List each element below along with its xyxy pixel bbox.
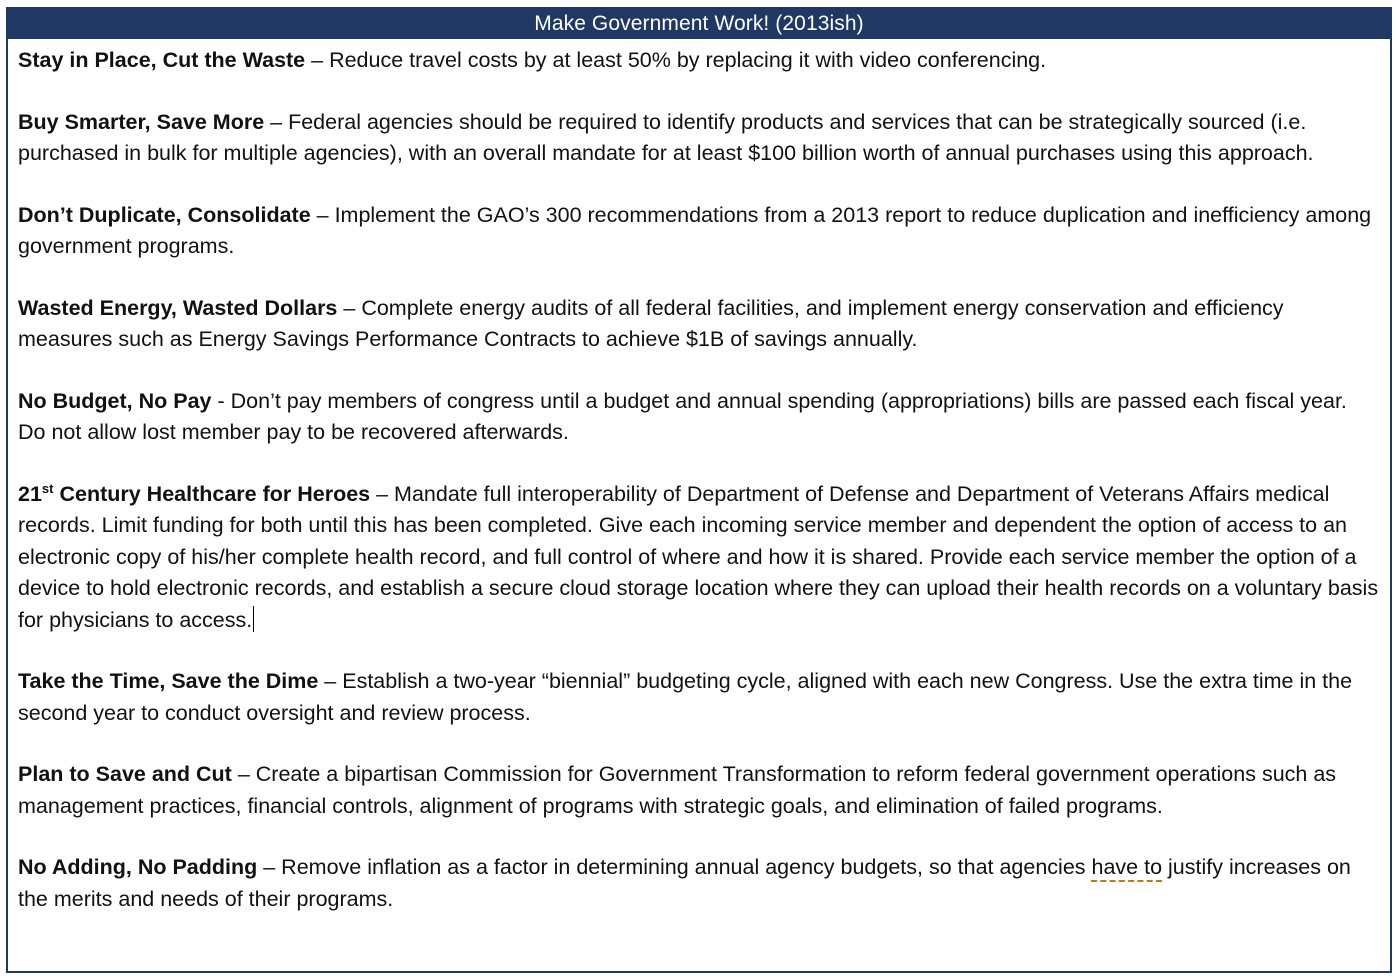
item-body-start: Remove inflation as a factor in determining annual agency budgets, so that agencies [281, 855, 1092, 879]
document-body[interactable] [8, 39, 1390, 915]
item-separator: – [370, 481, 395, 506]
item-body: Federal agencies should be required to identify products and services that can be strategically sourced (i.e. purchased in bulk for multiple agencies), with an overall mandate for at least $100 billion worth of annual purchases using this approach. [18, 109, 1314, 165]
item-body: Complete energy audits of all federal facilities, and implement energy conservation and efficiency measures such as Energy Savings Performance Contracts to achieve $1B of savings annually. [18, 295, 1284, 351]
item-body: Don’t pay members of congress until a budget and annual spending (appropriations) bills are passed each fiscal year. Do not allow lost member pay to be recovered afterwards. [18, 388, 1347, 444]
item-separator: – [231, 762, 256, 786]
item-title: No Budget, No Pay [18, 388, 212, 413]
list-item [18, 666, 1380, 729]
list-item [18, 759, 1380, 822]
item-separator: – [305, 48, 330, 72]
item-body-end: justify increases on the merits and needs of their programs. [18, 855, 1351, 911]
document-title: Make Government Work! (2013ish) [8, 9, 1390, 39]
list-item [18, 386, 1380, 449]
list-item [18, 479, 1380, 637]
grammar-suggestion-mark[interactable]: have to [1091, 855, 1163, 879]
list-item [18, 107, 1380, 170]
item-title: No Adding, No Padding [18, 855, 258, 879]
item-separator: – [337, 295, 362, 320]
item-title: Plan to Save and Cut [18, 762, 232, 786]
item-title [18, 482, 370, 506]
item-body: Establish a two-year “biennial” budgeting cycle, aligned with each new Congress. Use the extra time in the second year to conduct oversight and review process. [18, 669, 1353, 725]
item-body: Create a bipartisan Commission for Government Transformation to reform federal government operations such as management practices, financial controls, alignment of programs with strategic goals, and elimination of failed programs. [18, 762, 1337, 818]
text-cursor [253, 606, 254, 632]
item-title: Wasted Energy, Wasted Dollars [18, 295, 338, 320]
item-title-text: Century Healthcare for Heroes [53, 481, 371, 506]
list-item [18, 45, 1380, 77]
item-body: Mandate full interoperability of Department of Defense and Department of Veterans Affairs medical records. Limit funding for both until this has been completed. Give each incoming service member and dependent the option of access to an electronic copy of his/her complete health record, and full control of where and how it is shared. Provide each service member the option of a device to hold electronic records, and establish a secure cloud storage location where they can upload their health records on a voluntary basis for physicians to access. [18, 481, 1379, 632]
list-item [18, 200, 1380, 263]
item-separator: – [257, 855, 282, 879]
item-title: Take the Time, Save the Dime [18, 669, 319, 693]
item-title: Buy Smarter, Save More [18, 109, 265, 134]
item-body: Implement the GAO’s 300 recommendations from a 2013 report to reduce duplication and inefficiency among government programs. [18, 202, 1372, 258]
document-table [6, 7, 1392, 973]
list-item [18, 293, 1380, 356]
item-body: Reduce travel costs by at least 50% by replacing it with video conferencing. [329, 48, 1047, 72]
item-separator: - [211, 388, 231, 413]
item-title: Stay in Place, Cut the Waste [18, 48, 306, 72]
item-separator: – [310, 202, 335, 227]
item-separator: – [264, 109, 289, 134]
list-item [18, 852, 1380, 915]
item-title-number: 21 [18, 481, 42, 506]
item-title: Don’t Duplicate, Consolidate [18, 202, 311, 227]
item-title-superscript: st [41, 480, 54, 496]
item-separator: – [318, 669, 343, 693]
